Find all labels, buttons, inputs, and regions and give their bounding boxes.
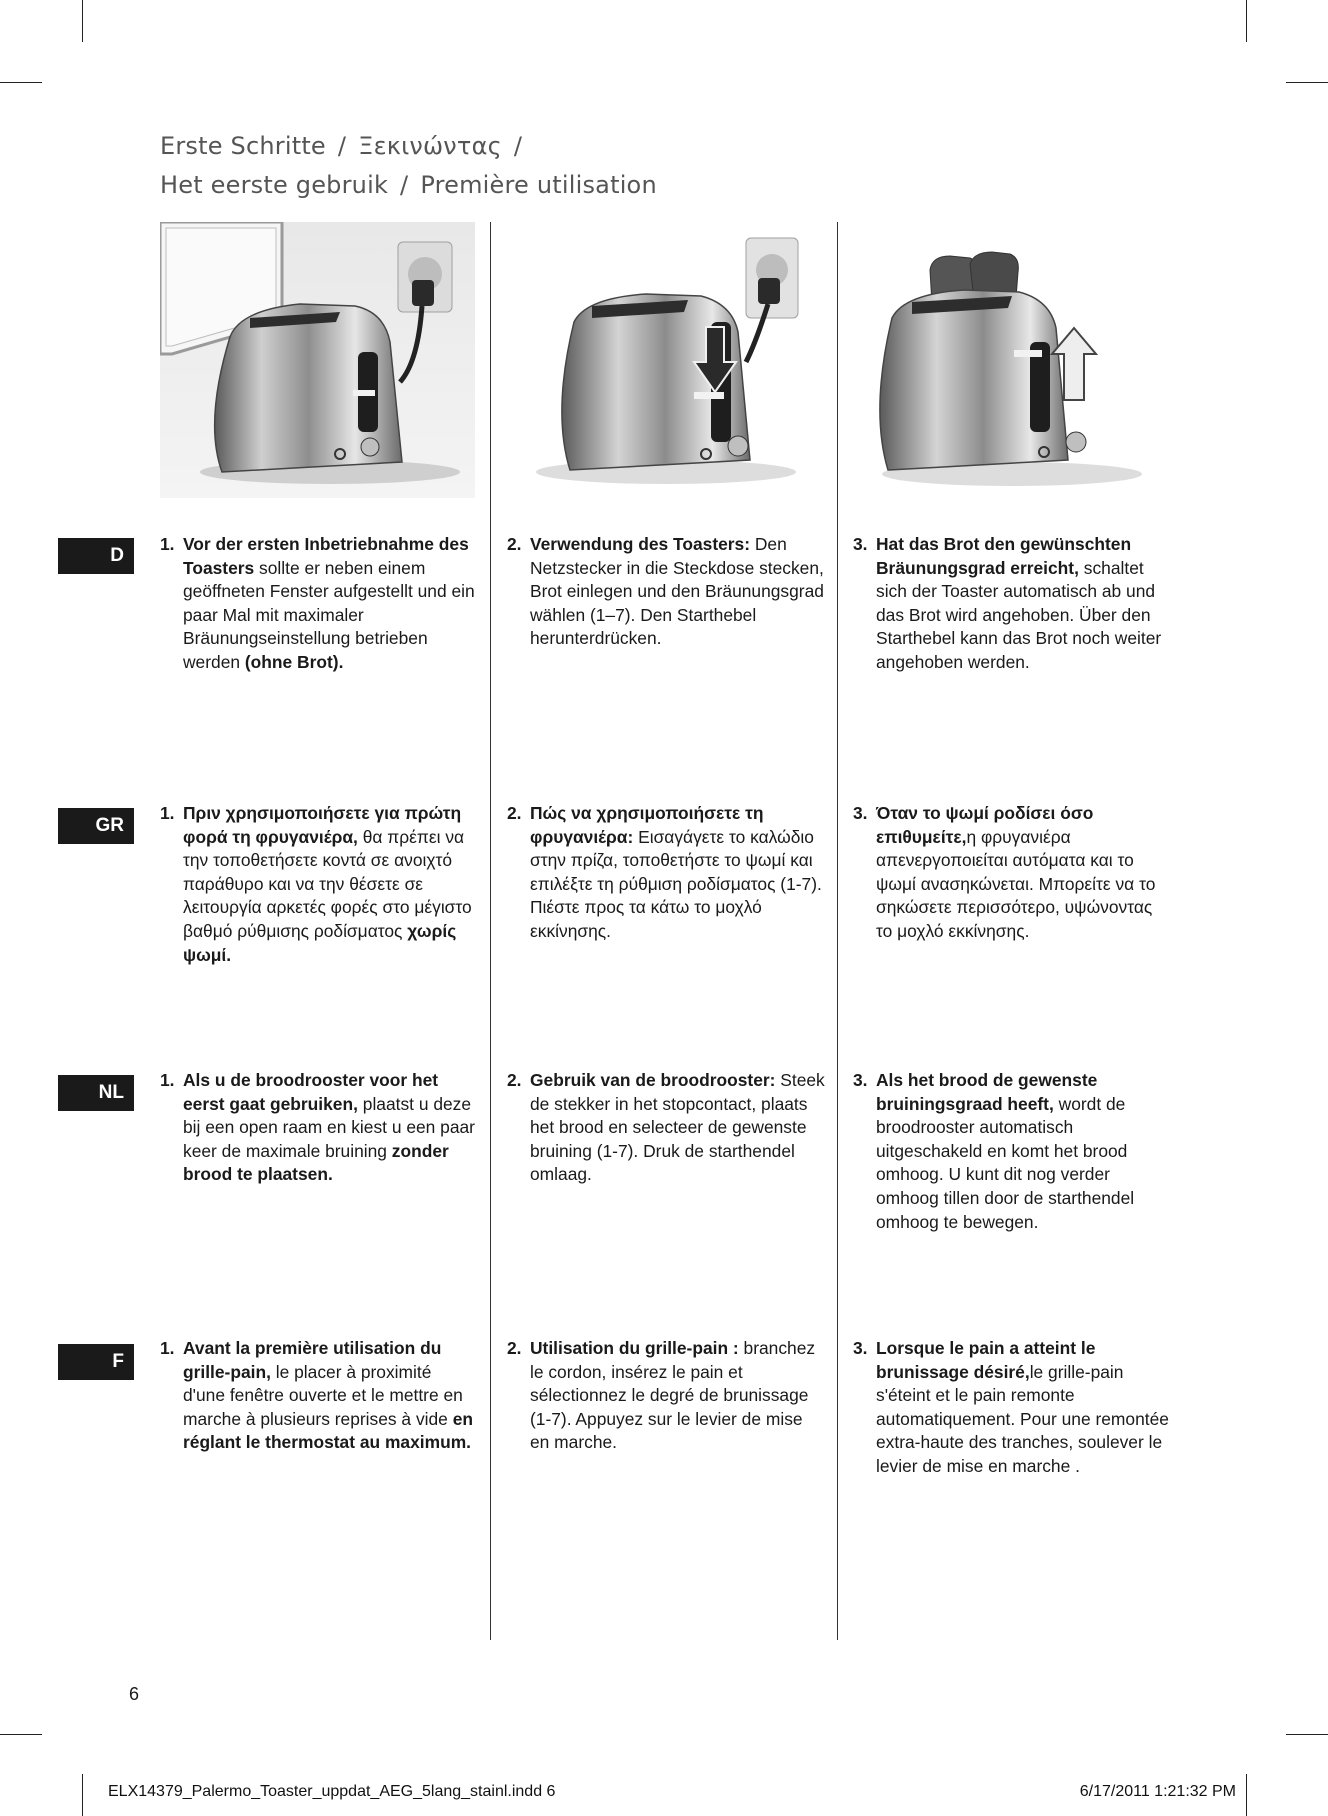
page-number: 6 [129, 1684, 140, 1704]
crop-mark [1286, 1734, 1328, 1735]
step-number: 2. [507, 1338, 522, 1358]
step-gr-2 [507, 802, 825, 944]
step-lead: Utilisation du grille-pain : [530, 1338, 739, 1358]
step-text: η φρυγανιέρα απενεργοποιείται αυτόματα και το ψωμί ανασηκώνεται. Μπορείτε να το σηκώσετε περισσότερο, υψώνοντας το μοχλό εκκίνησης. [876, 826, 1156, 941]
step-lead: Hat das Brot den gewünschten Bräunungsgrad erreicht, [876, 534, 1132, 578]
title-separator: / [513, 132, 523, 160]
step-de-1 [160, 533, 478, 675]
toaster-photo-lever-down [506, 222, 821, 498]
toaster-photo-window [160, 222, 475, 498]
lang-badge-de: D [58, 538, 134, 574]
step-lead: Πριν χρησιμοποιήσετε για πρώτη φορά τη φρυγανιέρα, [183, 803, 462, 847]
step-lead: Avant la première utilisation du grille-pain, [183, 1338, 442, 1382]
step-de-3 [853, 533, 1171, 675]
step-lead: Όταν το ψωμί ροδίσει όσο επιθυμείτε, [876, 803, 1094, 847]
step-text: le grille-pain s'éteint et le pain remonte automatiquement. Pour une remontée extra-haute des tranches, soulever le levier de mise en marche . [876, 1361, 1169, 1476]
step-text: schaltet sich der Toaster automatisch ab und das Brot wird angehoben. Über den Starthebel kann das Brot noch weiter angehoben werden. [876, 557, 1162, 672]
step-number: 3. [853, 803, 868, 823]
title-nl: Het eerste gebruik [160, 171, 389, 199]
step-text: plaatst u deze bij een open raam en kiest u een paar keer de maximale bruining [183, 1093, 475, 1161]
crop-mark [82, 1774, 83, 1816]
step-text: Den Netzstecker in die Steckdose stecken, Brot einlegen und den Bräunungsgrad wählen (1–7). Den Starthebel herunterdrücken. [530, 534, 824, 649]
step-text: θα πρέπει να την τοποθετήσετε κοντά σε ανοιχτό παράθυρο και να την θέσετε σε λειτουργία αρκετές φορές στο μέγιστο βαθμό ρύθμισης ροδίσματος [183, 826, 472, 941]
page-title-line-1 [160, 132, 534, 160]
step-text: branchez le cordon, insérez le pain et sélectionnez le degré de brunissage (1-7). Appuyez sur le levier de mise en marche. [530, 1338, 816, 1453]
title-separator: / [337, 132, 347, 160]
step-number: 3. [853, 1338, 868, 1358]
crop-mark [1286, 82, 1328, 83]
crop-mark [1246, 1774, 1247, 1816]
step-number: 2. [507, 534, 522, 554]
step-lead: Lorsque le pain a atteint le brunissage désiré, [876, 1338, 1096, 1382]
step-number: 3. [853, 1070, 868, 1090]
lang-badge-nl: NL [58, 1075, 134, 1111]
step-lead: Gebruik van de broodrooster: [530, 1070, 776, 1090]
step-tail: en réglant le thermostat au maximum. [183, 1408, 473, 1453]
step-gr-3 [853, 802, 1171, 944]
step-number: 1. [160, 534, 175, 554]
column-divider [837, 222, 838, 1640]
step-lead: Vor der ersten Inbetriebnahme des Toasters [183, 534, 469, 578]
step-text: le placer à proximité d'une fenêtre ouverte et le mettre en marche à plusieurs reprises à vide [183, 1361, 463, 1429]
crop-mark [1246, 0, 1247, 42]
step-nl-1 [160, 1069, 478, 1187]
toaster-photo-bread-up [852, 222, 1167, 498]
title-separator: / [400, 171, 409, 199]
lang-badge-gr: GR [58, 808, 134, 844]
step-text: sollte er neben einem geöffneten Fenster aufgestellt und ein paar Mal mit maximaler Bräunungseinstellung betrieben werden [183, 557, 475, 672]
step-text: Εισαγάγετε το καλώδιο στην πρίζα, τοποθετήστε το ψωμί και επιλέξτε τη ρύθμιση ροδίσματος (1-7). Πιέστε προς τα κάτω το μοχλό εκκίνησης. [530, 826, 822, 941]
step-lead: Πώς να χρησιμοποιήσετε τη φρυγανιέρα: [530, 803, 764, 847]
step-number: 2. [507, 803, 522, 823]
step-tail: zonder brood te plaatsen. [183, 1140, 449, 1185]
step-text: wordt de broodrooster automatisch uitgeschakeld en komt het brood omhoog. U kunt dit nog verder omhoog tillen door de starthendel omhoog te bewegen. [876, 1093, 1135, 1232]
step-fr-3 [853, 1337, 1171, 1479]
step-fr-2 [507, 1337, 825, 1455]
step-gr-1 [160, 802, 478, 967]
step-lead: Verwendung des Toasters: [530, 534, 751, 554]
step-tail: (ohne Brot). [244, 651, 344, 672]
lang-badge-fr: F [58, 1344, 134, 1380]
step-number: 1. [160, 1070, 175, 1090]
step-nl-2 [507, 1069, 825, 1187]
crop-mark [82, 0, 83, 42]
step-lead: Als het brood de gewenste bruiningsgraad heeft, [876, 1070, 1098, 1114]
step-lead: Als u de broodrooster voor het eerst gaat gebruiken, [183, 1070, 439, 1114]
step-nl-3 [853, 1069, 1171, 1234]
step-number: 3. [853, 534, 868, 554]
column-divider [490, 222, 491, 1640]
footer-file-name: ELX14379_Palermo_Toaster_uppdat_AEG_5lang_stainl.indd 6 [108, 1783, 556, 1800]
title-de: Erste Schritte [160, 132, 326, 160]
step-fr-1 [160, 1337, 478, 1455]
step-number: 1. [160, 803, 175, 823]
page-title-line-2 [160, 171, 657, 199]
footer-timestamp: 6/17/2011 1:21:32 PM [1079, 1783, 1236, 1800]
step-text: Steek de stekker in het stopcontact, plaats het brood en selecteer de gewenste bruining (1-7). Druk de starthendel omlaag. [530, 1070, 825, 1185]
title-gr: Ξεκινώντας [358, 132, 502, 160]
step-tail: χωρίς ψωμί. [183, 920, 457, 965]
step-number: 1. [160, 1338, 175, 1358]
crop-mark [0, 1734, 42, 1735]
crop-mark [0, 82, 42, 83]
title-fr: Première utilisation [420, 171, 657, 199]
step-number: 2. [507, 1070, 522, 1090]
step-de-2 [507, 533, 825, 651]
